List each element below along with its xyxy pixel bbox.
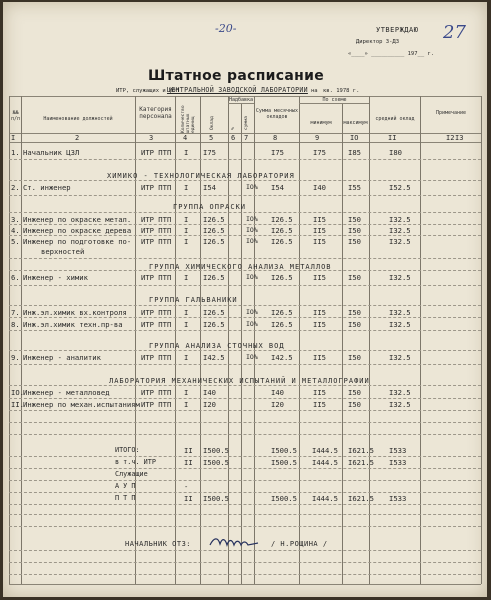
staff-count: I xyxy=(184,353,189,362)
scheme-min: II5 xyxy=(313,308,326,317)
totals-max: I621.5 xyxy=(348,446,374,455)
scheme-max: I50 xyxy=(348,215,361,224)
section-heading: ГРУППА АНАЛИЗА СТОЧНЫХ ВОД xyxy=(149,342,285,350)
salary-rate: I26.5 xyxy=(203,320,225,329)
subtitle-year: кв. 1978 г. xyxy=(323,88,360,94)
salary-rate: I26.5 xyxy=(203,308,225,317)
scheme-min: II5 xyxy=(313,353,326,362)
col-header-num: №№ п/п xyxy=(10,110,21,122)
staff-count: I xyxy=(184,400,189,409)
staff-count: I xyxy=(184,320,189,329)
section-heading: ХИМИКО - ТЕХНОЛОГИЧЕСКАЯ ЛАБОРАТОРИЯ xyxy=(107,172,295,180)
column-number: 4 xyxy=(183,134,188,142)
scheme-min: II5 xyxy=(313,400,326,409)
column-number: 2 xyxy=(75,134,80,142)
row-number: 9. xyxy=(11,353,20,362)
staff-count: I xyxy=(184,308,189,317)
staff-category: ИТР ПТП xyxy=(141,273,172,282)
salary-rate: I26.5 xyxy=(203,226,225,235)
staff-category: ИТР ПТП xyxy=(141,237,172,246)
staff-category: ИТР ПТП xyxy=(141,148,172,157)
document-sheet xyxy=(3,2,487,597)
totals-avg: I533 xyxy=(389,494,407,503)
salary-rate: I20 xyxy=(203,400,216,409)
salary-sum: I26.5 xyxy=(271,320,293,329)
staff-category: ИТР ПТП xyxy=(141,320,172,329)
scheme-min: II5 xyxy=(313,237,326,246)
section-heading: ГРУППА ГАЛЬВАНИКИ xyxy=(149,296,238,304)
row-number: 3. xyxy=(11,215,20,224)
staff-category: ИТР ПТП xyxy=(141,226,172,235)
column-number: I xyxy=(11,134,16,142)
scheme-max: I50 xyxy=(348,353,361,362)
salary-rate: I54 xyxy=(203,183,216,192)
scheme-avg: I32.5 xyxy=(389,400,411,409)
bonus-percent: IO% xyxy=(246,237,258,245)
section-heading: ЛАБОРАТОРИЯ МЕХАНИЧЕСКИХ ИСПЫТАНИЙ И МЕТАЛЛОГРАФИИ xyxy=(109,377,370,385)
signer-label: НАЧАЛЬНИК ОТЗ: xyxy=(125,540,192,548)
totals-min: I444.5 xyxy=(312,458,338,467)
row-number: 8. xyxy=(11,320,20,329)
scheme-min: II5 xyxy=(313,273,326,282)
position-name: Инженер по подготовке по- xyxy=(23,237,132,246)
salary-sum: I54 xyxy=(271,183,284,192)
scheme-min: II5 xyxy=(313,226,326,235)
subtitle-suffix: на xyxy=(311,88,318,94)
totals-rate: I500.5 xyxy=(203,494,229,503)
salary-sum: I26.5 xyxy=(271,226,293,235)
column-number: IO xyxy=(350,134,359,142)
staff-count: I xyxy=(184,226,189,235)
sheet-number-handwritten: 27 xyxy=(443,22,466,43)
salary-sum: I26.5 xyxy=(271,273,293,282)
position-name: Инженер - аналитик xyxy=(23,353,101,362)
staff-category: ИТР ПТП xyxy=(141,183,172,192)
position-name: Ст. инженер xyxy=(23,183,71,192)
totals-rate: I500.5 xyxy=(203,458,229,467)
col-header-rate: Оклад xyxy=(210,116,215,130)
totals-sum: I500.5 xyxy=(271,458,297,467)
totals-min: I444.5 xyxy=(312,446,338,455)
position-name: Инженер по механ.испытаниям xyxy=(23,400,140,409)
row-number: II. xyxy=(11,400,24,409)
salary-sum: I26.5 xyxy=(271,215,293,224)
totals-rate: I500.5 xyxy=(203,446,229,455)
section-heading: ГРУППА ОПРАСКИ xyxy=(173,203,247,211)
signature-image xyxy=(208,535,260,549)
salary-rate: I26.5 xyxy=(203,215,225,224)
position-name: Инженер - химик xyxy=(23,273,88,282)
col-header-note: Примечание xyxy=(435,110,467,116)
scheme-min: I75 xyxy=(313,148,326,157)
totals-label: А У П xyxy=(115,482,136,490)
totals-avg: I533 xyxy=(389,458,407,467)
salary-rate: I42.5 xyxy=(203,353,225,362)
scheme-avg: I32.5 xyxy=(389,388,411,397)
column-number: 7 xyxy=(244,134,249,142)
totals-count: II xyxy=(184,494,193,503)
totals-max: I621.5 xyxy=(348,494,374,503)
position-name: Начальник ЦЗЛ xyxy=(23,148,80,157)
scheme-avg: I32.5 xyxy=(389,320,411,329)
staff-category: ИТР ПТП xyxy=(141,400,172,409)
totals-avg: I533 xyxy=(389,446,407,455)
totals-label: Служащие xyxy=(115,470,148,478)
col-header-bonus-pct: % xyxy=(231,127,236,130)
col-header-qty: Количество штатных единиц xyxy=(181,105,196,133)
section-heading: ГРУППА ХИМИЧЕСКОГО АНАЛИЗА МЕТАЛЛОВ xyxy=(149,263,332,271)
scheme-max: I50 xyxy=(348,273,361,282)
scheme-max: I50 xyxy=(348,400,361,409)
totals-count: - xyxy=(184,482,189,491)
row-number: 5. xyxy=(11,237,20,246)
scheme-avg: I32.5 xyxy=(389,273,411,282)
salary-sum: I20 xyxy=(271,400,284,409)
totals-count: II xyxy=(184,446,193,455)
totals-label: П Т П xyxy=(115,494,136,502)
bonus-percent: IO% xyxy=(246,353,258,361)
bonus-percent: IO% xyxy=(246,320,258,328)
bonus-percent: IO% xyxy=(246,308,258,316)
staff-count: I xyxy=(184,237,189,246)
approval-label: УТВЕРЖДАЮ xyxy=(376,26,419,34)
totals-label: ИТОГО: xyxy=(115,446,140,454)
position-name: Инж.эл.химик техн.пр-ва xyxy=(23,320,123,329)
totals-sum: I500.5 xyxy=(271,494,297,503)
signer-name: / Н.РОЩИНА / xyxy=(271,540,328,548)
column-number: 6 xyxy=(231,134,236,142)
column-number: 9 xyxy=(315,134,320,142)
scheme-min: II5 xyxy=(313,320,326,329)
staff-category: ИТР ПТП xyxy=(141,388,172,397)
scheme-max: I50 xyxy=(348,237,361,246)
staff-category: ИТР ПТП xyxy=(141,215,172,224)
col-header-avg: средний оклад xyxy=(375,116,415,122)
scheme-avg: I32.5 xyxy=(389,237,411,246)
row-number: 4. xyxy=(11,226,20,235)
salary-rate: I26.5 xyxy=(203,273,225,282)
salary-sum: I26.5 xyxy=(271,237,293,246)
salary-sum: I26.5 xyxy=(271,308,293,317)
salary-sum: I40 xyxy=(271,388,284,397)
totals-max: I621.5 xyxy=(348,458,374,467)
scheme-max: I50 xyxy=(348,320,361,329)
bonus-percent: IO% xyxy=(246,183,258,191)
totals-sum: I500.5 xyxy=(271,446,297,455)
scheme-avg: I32.5 xyxy=(389,308,411,317)
column-number: I3 xyxy=(455,134,464,142)
column-number: II xyxy=(388,134,397,142)
subtitle-unit: ЦЕНТРАЛЬНОЙ ЗАВОДСКОЙ ЛАБОРАТОРИИ xyxy=(167,86,308,94)
row-number: IO. xyxy=(11,388,24,397)
salary-rate: I75 xyxy=(203,148,216,157)
scheme-max: I55 xyxy=(348,183,361,192)
scheme-max: I85 xyxy=(348,148,361,157)
totals-label: в т.ч. ИТР xyxy=(115,458,156,466)
scheme-min: II5 xyxy=(313,388,326,397)
col-header-max: максимум xyxy=(343,120,368,126)
staff-count: I xyxy=(184,215,189,224)
position-name: Инженер - металловед xyxy=(23,388,110,397)
scheme-max: I50 xyxy=(348,308,361,317)
position-name-cont: верхностей xyxy=(41,247,85,256)
staff-count: I xyxy=(184,273,189,282)
scheme-avg: I32.5 xyxy=(389,226,411,235)
scheme-max: I50 xyxy=(348,226,361,235)
staff-count: I xyxy=(184,388,189,397)
scheme-min: I40 xyxy=(313,183,326,192)
row-number: 7. xyxy=(11,308,20,317)
position-name: Инж.эл.химик вх.контроля xyxy=(23,308,127,317)
page-number: -20- xyxy=(215,22,237,35)
bonus-percent: IO% xyxy=(246,226,258,234)
scheme-avg: I52.5 xyxy=(389,183,411,192)
scheme-avg: I32.5 xyxy=(389,353,411,362)
col-header-scheme: По схеме xyxy=(322,97,347,103)
date-line: «____» __________ 197__ г. xyxy=(348,51,435,57)
scheme-avg: I80 xyxy=(389,148,402,157)
col-header-bonus-group: Надбавка xyxy=(228,97,254,103)
row-number: 2. xyxy=(11,183,20,192)
col-header-total: Сумма месячных окладов xyxy=(255,108,299,120)
bonus-percent: IO% xyxy=(246,273,258,281)
staff-category: ИТР ПТП xyxy=(141,308,172,317)
staff-count: I xyxy=(184,183,189,192)
column-number: 8 xyxy=(273,134,278,142)
col-header-bonus-sum: сумма xyxy=(244,116,249,130)
totals-min: I444.5 xyxy=(312,494,338,503)
row-number: 6. xyxy=(11,273,20,282)
column-number: 3 xyxy=(149,134,154,142)
col-header-min: минимум xyxy=(310,120,332,126)
staff-category: ИТР ПТП xyxy=(141,353,172,362)
column-number: 5 xyxy=(209,134,214,142)
document-title: Штатное расписание xyxy=(148,68,325,84)
salary-sum: I75 xyxy=(271,148,284,157)
column-number: I2 xyxy=(446,134,455,142)
totals-count: II xyxy=(184,458,193,467)
scheme-max: I50 xyxy=(348,388,361,397)
subtitle-prefix: ИТР, служащих и МОП xyxy=(116,88,179,94)
bonus-percent: IO% xyxy=(246,215,258,223)
salary-rate: I40 xyxy=(203,388,216,397)
col-header-category: Категория персонала xyxy=(139,106,172,120)
row-number: 1. xyxy=(11,148,20,157)
salary-sum: I42.5 xyxy=(271,353,293,362)
col-header-name: Наименование должностей xyxy=(43,116,113,122)
staff-count: I xyxy=(184,148,189,157)
salary-rate: I26.5 xyxy=(203,237,225,246)
position-name: Инженер по окраске дерева xyxy=(23,226,132,235)
scheme-min: II5 xyxy=(313,215,326,224)
director-line: Директор З-ДЗ xyxy=(356,39,400,45)
position-name: Инженер по окраске метал. xyxy=(23,215,132,224)
scheme-avg: I32.5 xyxy=(389,215,411,224)
